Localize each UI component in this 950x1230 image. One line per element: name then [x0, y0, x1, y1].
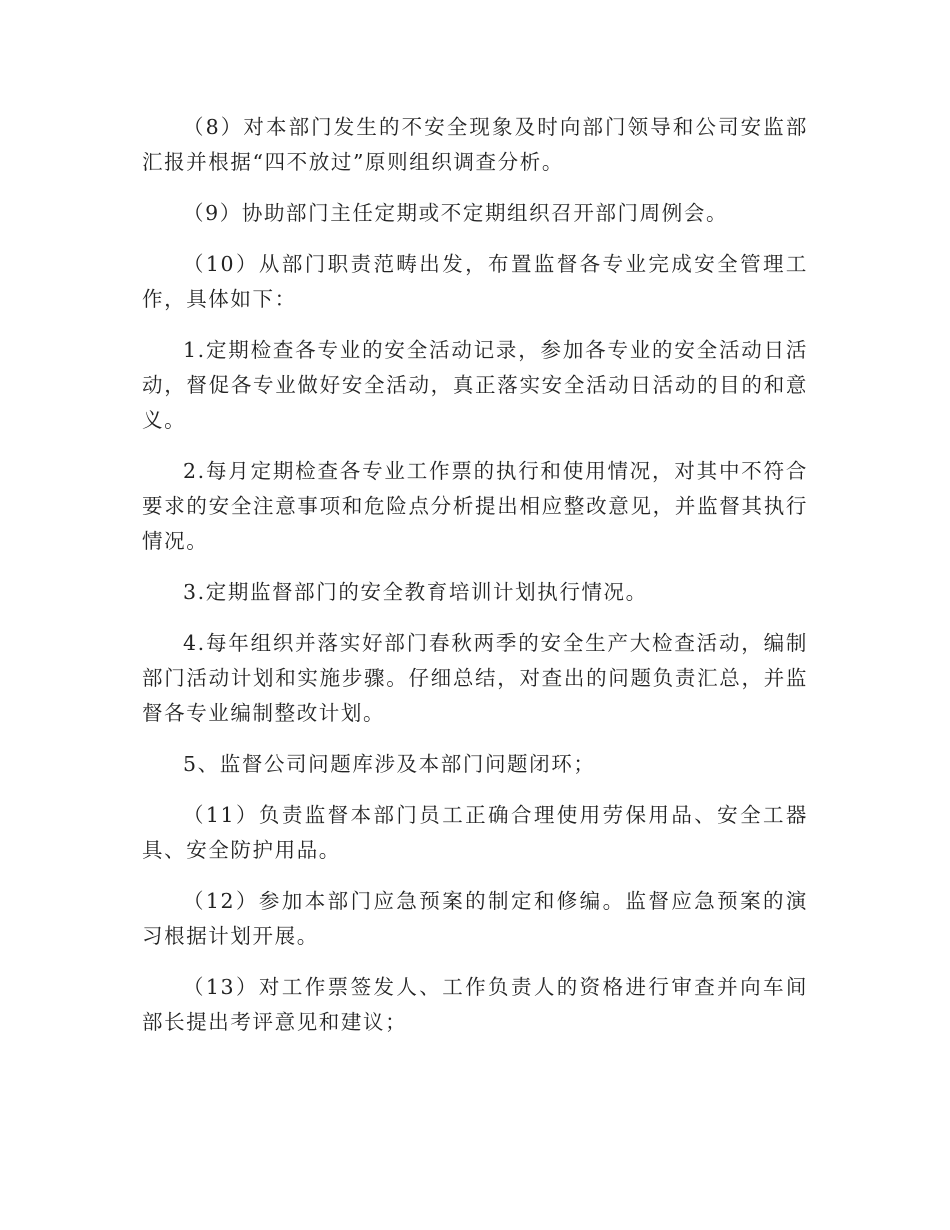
paragraph-11: （11）负责监督本部门员工正确合理使用劳保用品、安全工器具、安全防护用品。 [142, 803, 808, 862]
paragraph-12: （12）参加本部门应急预案的制定和修编。监督应急预案的演习根据计划开展。 [142, 889, 808, 948]
document-body [142, 110, 808, 1056]
paragraph-10-item-1: 1.定期检查各专业的安全活动记录，参加各专业的安全活动日活动，督促各专业做好安全活动，真正落实安全活动日活动的目的和意义。 [142, 338, 808, 432]
paragraph-10-item-3: 3.定期监督部门的安全教育培训计划执行情况。 [183, 580, 648, 604]
paragraph-9: （9）协助部门主任定期或不定期组织召开部门周例会。 [183, 201, 729, 225]
paragraph-10-item-4: 4.每年组织并落实好部门春秋两季的安全生产大检查活动，编制部门活动计划和实施步骤。仔细总结，对查出的问题负责汇总，并监督各专业编制整改计划。 [142, 631, 808, 725]
paragraph-8: （8）对本部门发生的不安全现象及时向部门领导和公司安监部汇报并根据“四不放过”原则组织调查分析。 [142, 115, 808, 174]
paragraph-10-item-5: 5、监督公司问题库涉及本部门问题闭环； [183, 752, 596, 776]
paragraph-10: （10）从部门职责范畴出发，布置监督各专业完成安全管理工作，具体如下： [142, 252, 808, 311]
paragraph-13: （13）对工作票签发人、工作负责人的资格进行审查并向车间部长提出考评意见和建议； [142, 975, 808, 1034]
paragraph-10-item-2: 2.每月定期检查各专业工作票的执行和使用情况，对其中不符合要求的安全注意事项和危险点分析提出相应整改意见，并监督其执行情况。 [142, 459, 808, 553]
